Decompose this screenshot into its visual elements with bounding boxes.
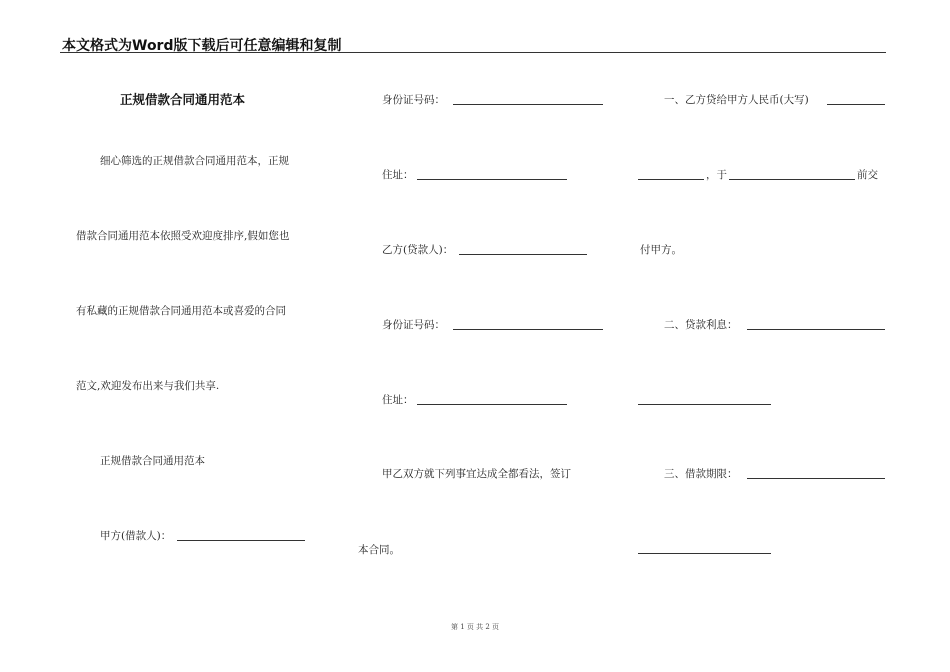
page-number: 第 1 页 共 2 页 xyxy=(450,623,500,631)
header-divider xyxy=(60,52,886,53)
id-number-label-1: 身份证号码： xyxy=(382,94,445,106)
address-blank-2 xyxy=(417,404,567,405)
clause-2-label: 二、贷款利息： xyxy=(664,319,738,331)
clause-1-date-blank xyxy=(729,179,855,180)
party-a-label: 甲方(借款人)： xyxy=(100,530,172,542)
clause-1-mid-text: ，于 xyxy=(706,169,727,181)
id-number-blank-1 xyxy=(453,104,603,105)
agreement-line-2: 本合同。 xyxy=(358,544,400,556)
party-a-blank xyxy=(177,540,305,541)
intro-line-3: 有私藏的正规借款合同通用范本或喜爱的合同 xyxy=(76,305,286,317)
intro-line-2: 借款合同通用范本依照受欢迎度排序,假如您也 xyxy=(76,230,290,242)
clause-1-amount-blank xyxy=(827,104,885,105)
address-label-1: 住址： xyxy=(382,169,414,181)
clause-1-label: 一、乙方贷给甲方人民币(大写) xyxy=(664,94,809,106)
document-title: 正规借款合同通用范本 xyxy=(120,92,246,107)
clause-1-line-3: 付甲方。 xyxy=(640,244,682,256)
page-header-title: 本文格式为Word版下载后可任意编辑和复制 xyxy=(62,38,342,54)
clause-1-amount-blank-cont xyxy=(638,179,704,180)
party-b-label: 乙方(贷款人)： xyxy=(382,244,454,256)
id-number-label-2: 身份证号码： xyxy=(382,319,445,331)
agreement-line-1: 甲乙双方就下列事宜达成全都看法，签订 xyxy=(382,468,571,480)
party-b-blank xyxy=(459,254,587,255)
address-blank-1 xyxy=(417,179,567,180)
clause-3-label: 三、借款期限： xyxy=(664,468,738,480)
clause-1-end-text: 前交 xyxy=(857,169,878,181)
clause-2-blank-cont xyxy=(638,404,771,405)
clause-3-blank xyxy=(747,478,885,479)
intro-line-1: 细心筛选的正规借款合同通用范本，正规 xyxy=(100,155,289,167)
address-label-2: 住址： xyxy=(382,394,414,406)
clause-3-blank-cont xyxy=(638,553,771,554)
section-subtitle: 正规借款合同通用范本 xyxy=(100,455,205,467)
intro-line-4: 范文,欢迎发布出来与我们共享. xyxy=(76,380,220,392)
id-number-blank-2 xyxy=(453,329,603,330)
clause-2-blank xyxy=(747,329,885,330)
